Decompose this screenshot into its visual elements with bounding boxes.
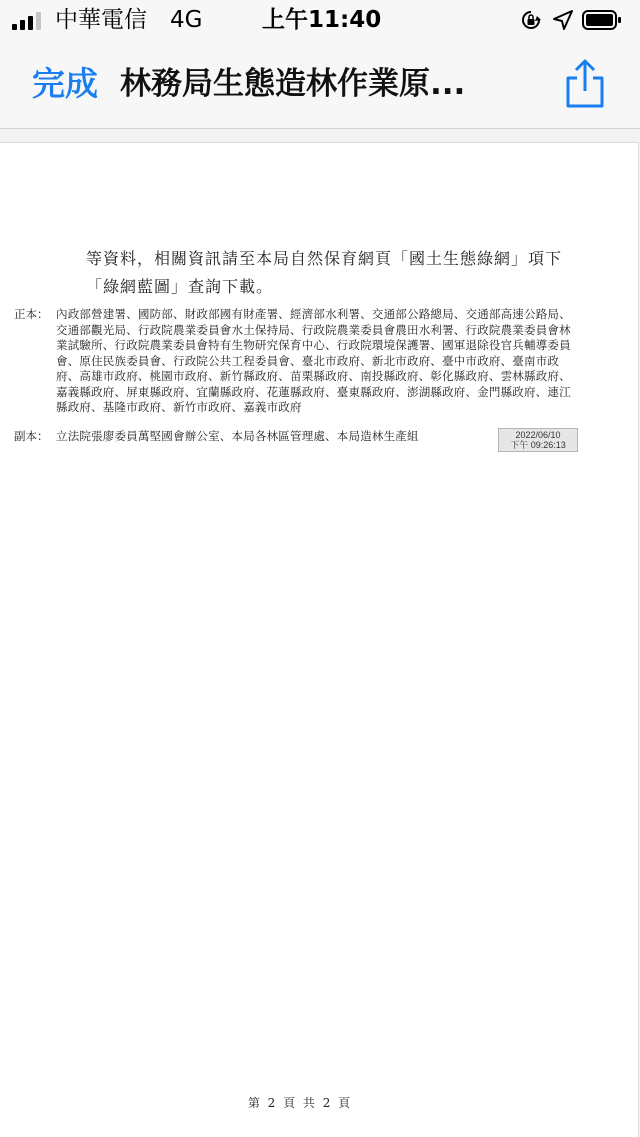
page-number: 第 2 頁 共 2 頁 <box>247 1096 353 1110</box>
document-page <box>0 142 639 1137</box>
copy-recipients-list: 立法院張廖委員萬堅國會辦公室、本局各林區管理處、本局造林生產組 <box>56 429 419 443</box>
share-icon[interactable] <box>562 58 608 110</box>
copy-recipients-label: 副本： <box>14 429 49 443</box>
battery-icon <box>582 10 622 30</box>
main-recipients-list: 內政部營建署、國防部、財政部國有財產署、經濟部水利署、交通部公路總局、交通部高速公路局、交通部觀光局、行政院農業委員會水土保持局、行政院農業委員會農田水利署、行政院農業委員會林業試驗所、行政院農業委員會特有生物研究保育中心、行政院環境保護署、國軍退除役官兵輔導委員會、原住民族委員會、行政院公共工程委員會、臺北市政府、新北市政府、臺中市政府、臺南市政府、高雄市政府、桃園市政府、新竹縣政府、苗栗縣政府、南投縣政府、彰化縣政府、雲林縣政府、嘉義縣政府、屏東縣政府、宜蘭縣政府、花蓮縣政府、臺東縣政府、澎湖縣政府、金門縣政府、連江縣政府、基隆市政府、新竹市政府、嘉義市政府 <box>56 307 571 414</box>
navigation-bar <box>0 40 640 129</box>
orientation-lock-icon <box>520 9 542 31</box>
carrier-name: 中華電信 <box>55 7 147 33</box>
location-icon <box>552 9 574 31</box>
stamp-date: 2022/06/10 <box>515 430 561 440</box>
status-bar <box>0 0 640 40</box>
stamp-time: 下午 09:26:13 <box>510 440 566 450</box>
main-recipients-label: 正本： <box>14 307 49 321</box>
status-time: 上午11:40 <box>262 7 382 33</box>
body-paragraph: 等資料，相關資訊請至本局自然保育網頁「國土生態綠網」項下「綠網藍圖」查詢下載。 <box>86 249 563 296</box>
done-button[interactable]: 完成 <box>32 64 98 103</box>
timestamp-stamp <box>498 428 578 452</box>
network-type: 4G <box>170 7 203 33</box>
document-title: 林務局生態造林作業原... <box>120 66 466 102</box>
